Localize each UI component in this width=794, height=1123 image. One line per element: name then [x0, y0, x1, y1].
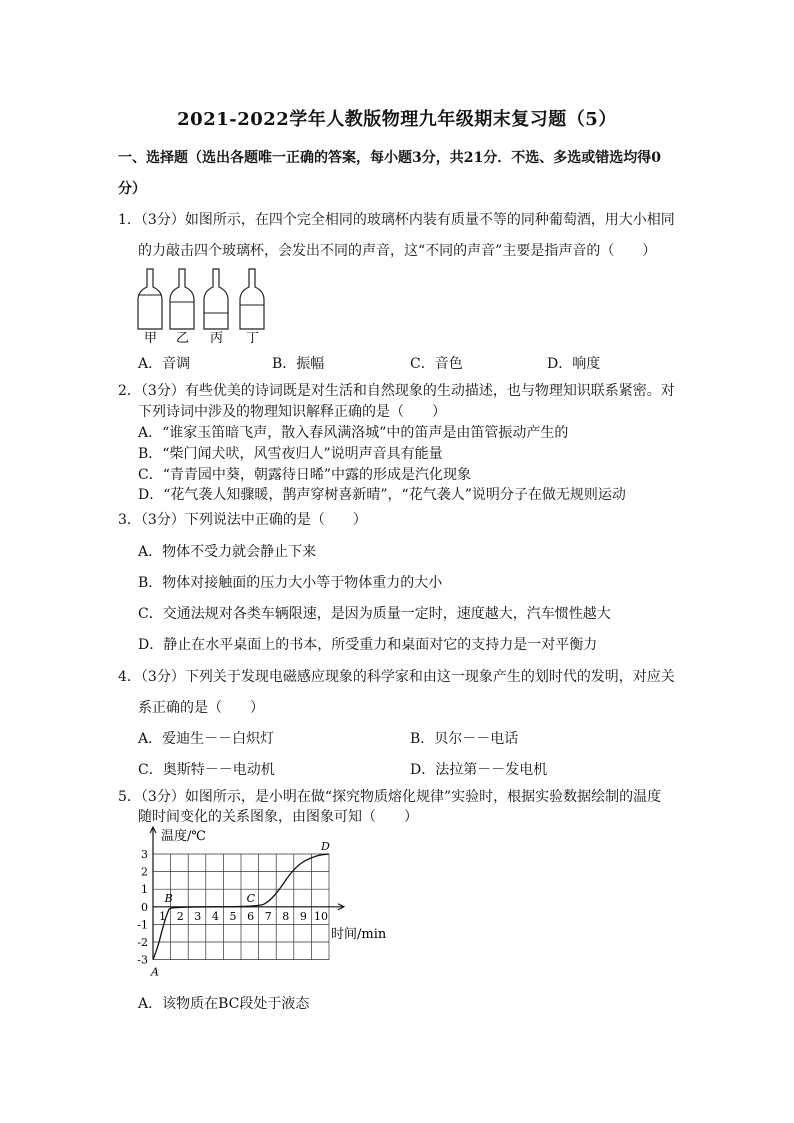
x-tick-label: 4	[211, 909, 219, 923]
point-label-d: D	[321, 840, 330, 853]
q1-option-d[interactable]: D．响度	[547, 356, 601, 372]
y-tick-label: 0	[141, 900, 148, 914]
y-tick-label: -2	[137, 936, 148, 949]
q4-stem-line2: 系正确的是（ ）	[138, 700, 264, 716]
q5-stem-line1: 5．（3分）如图所示，是小明在做“探究物质熔化规律”实验时，根据实验数据绘制的温度	[118, 789, 662, 805]
page-title: 2021-2022学年人教版物理九年级期末复习题（5）	[177, 109, 617, 130]
point-label-c: C	[246, 891, 256, 905]
y-tick-label: 1	[141, 883, 148, 897]
q3-stem: 3．（3分）下列说法中正确的是（ ）	[118, 512, 367, 528]
x-tick-label: 10	[314, 909, 328, 923]
q1-option-b[interactable]: B．振幅	[272, 356, 325, 372]
bottle-label-jia: 甲	[144, 331, 158, 345]
y-tick-label: -3	[137, 953, 148, 967]
y-axis-label: 温度/℃	[161, 829, 206, 844]
x-axis-label: 时间/min	[331, 927, 387, 942]
q2-option-d[interactable]: D．“花气袭人知骤暖，鹊声穿树喜新晴”，“花气袭人”说明分子在做无规则运动	[138, 487, 626, 503]
y-tick-label: -1	[137, 918, 148, 932]
temperature-time-chart	[125, 822, 395, 987]
q3-option-a[interactable]: A．物体不受力就会静止下来	[138, 544, 317, 560]
bottle-label-ding: 丁	[246, 331, 260, 345]
q4-option-b[interactable]: B．贝尔－－电话	[410, 731, 519, 747]
x-tick-label: 8	[282, 909, 290, 923]
bottle-label-bing: 丙	[210, 331, 224, 345]
q3-option-d[interactable]: D．静止在水平桌面上的书本，所受重力和桌面对它的支持力是一对平衡力	[138, 637, 598, 653]
q1-stem-line2: 的力敲击四个玻璃杯，会发出不同的声音，这“不同的声音”主要是指声音的（ ）	[138, 243, 657, 259]
x-tick-label: 3	[194, 909, 202, 923]
section-heading-line1: 一、选择题（选出各题唯一正确的答案，每小题3分，共21分．不选、多选或错选均得0	[118, 150, 661, 166]
q4-option-d[interactable]: D．法拉第－－发电机	[410, 762, 548, 778]
q2-option-c[interactable]: C．“青青园中葵，朝露待日晞”中露的形成是汽化现象	[138, 467, 472, 483]
q1-option-c[interactable]: C．音色	[410, 356, 463, 372]
y-tick-label: 3	[141, 848, 148, 861]
q4-option-c[interactable]: C．奥斯特－－电动机	[138, 762, 275, 778]
q3-option-c[interactable]: C．交通法规对各类车辆限速，是因为质量一定时，速度越大，汽车惯性越大	[138, 606, 611, 622]
point-label-a: A	[151, 965, 159, 979]
section-heading-line2: 分）	[118, 181, 146, 197]
q2-stem-line1: 2．（3分）有些优美的诗词既是对生活和自然现象的生动描述，也与物理知识联系紧密。对	[118, 383, 675, 399]
x-tick-label: 6	[247, 909, 255, 923]
q2-option-b[interactable]: B．“柴门闻犬吠，风雪夜归人”说明声音具有能量	[138, 446, 443, 462]
bottle-label-yi: 乙	[176, 331, 190, 345]
x-tick-label: 5	[229, 909, 237, 923]
q5-stem-line2: 随时间变化的关系图象，由图象可知（ ）	[138, 809, 418, 825]
point-label-b: B	[164, 891, 173, 905]
q1-option-a[interactable]: A．音调	[138, 356, 191, 372]
q1-stem-line1: 1．（3分）如图所示，在四个完全相同的玻璃杯内装有质量不等的同种葡萄酒，用大小相同	[118, 212, 675, 228]
x-tick-label: 1	[159, 909, 167, 923]
q4-stem-line1: 4．（3分）下列关于发现电磁感应现象的科学家和由这一现象产生的划时代的发明，对应关	[118, 669, 675, 685]
x-tick-label: 9	[299, 909, 307, 923]
q4-option-a[interactable]: A．爱迪生－－白炽灯	[138, 731, 275, 747]
q2-option-a[interactable]: A．“谁家玉笛暗飞声，散入春风满洛城”中的笛声是由笛管振动产生的	[138, 425, 569, 441]
q5-option-a[interactable]: A．该物质在BC段处于液态	[138, 996, 310, 1012]
q1-bottles-figure	[135, 265, 275, 345]
q3-option-b[interactable]: B．物体对接触面的压力大小等于物体重力的大小	[138, 575, 443, 591]
y-tick-label: 2	[141, 865, 148, 879]
x-tick-label: 7	[264, 909, 272, 923]
q2-stem-line2: 下列诗词中涉及的物理知识解释正确的是（ ）	[138, 404, 446, 420]
x-tick-label: 2	[176, 909, 184, 923]
